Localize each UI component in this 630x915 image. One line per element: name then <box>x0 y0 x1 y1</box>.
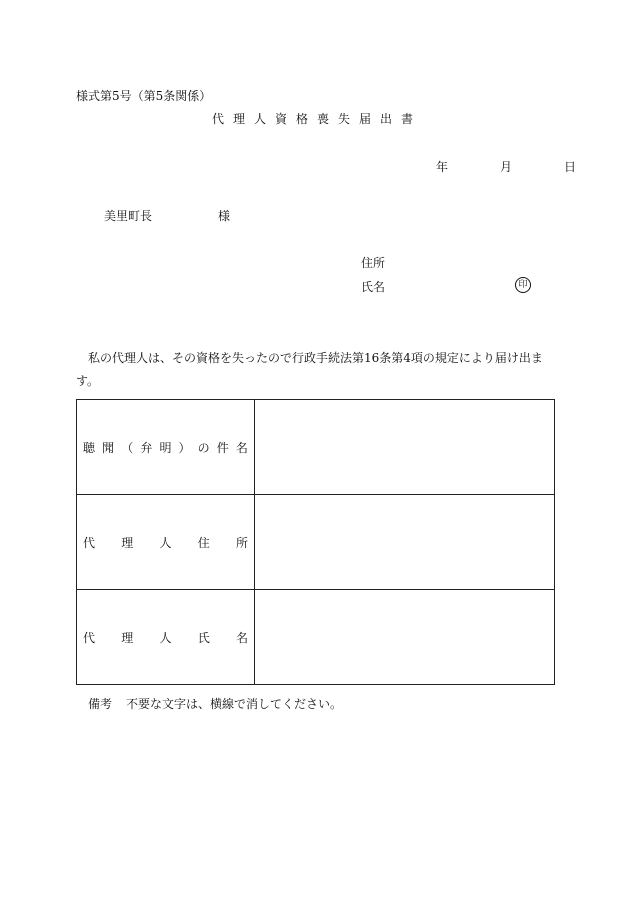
label-char: の <box>197 440 210 455</box>
addressee <box>104 207 230 224</box>
label-char: 聞 <box>102 440 115 455</box>
label-char: 明 <box>159 440 172 455</box>
applicant-address-label: 住所 <box>361 256 386 270</box>
label-char: ） <box>178 440 191 455</box>
label-char: 理 <box>121 630 134 645</box>
label-char: 人 <box>159 535 172 550</box>
row-value-agent-name[interactable] <box>255 590 555 685</box>
label-char: 理 <box>121 535 134 550</box>
row-value-agent-address[interactable] <box>255 495 555 590</box>
label-char: 所 <box>235 535 248 550</box>
spread-label <box>83 629 248 646</box>
form-number: 様式第5号（第5条関係） <box>76 89 212 103</box>
remarks-label: 備考 <box>88 697 113 711</box>
date-month-label: 月 <box>500 160 513 174</box>
row-label-hearing-subject <box>77 400 255 495</box>
row-value-hearing-subject[interactable] <box>255 400 555 495</box>
declaration-text: 私の代理人は、その資格を失ったので行政手続法第16条第4項の規定により届け出ます。 <box>76 351 543 388</box>
label-char: 弁 <box>140 440 153 455</box>
spread-label <box>83 439 248 456</box>
remarks-text: 不要な文字は、横線で消してください。 <box>126 697 343 711</box>
date-line <box>436 158 576 175</box>
addressee-name: 美里町長 <box>104 209 153 223</box>
addressee-honorific: 様 <box>218 209 231 223</box>
label-char: 聴 <box>83 440 96 455</box>
applicant-name-label: 氏名 <box>361 280 386 294</box>
label-char: 名 <box>235 440 248 455</box>
spread-label <box>83 534 248 551</box>
row-label-agent-name <box>77 590 255 685</box>
label-char: 住 <box>197 535 210 550</box>
table-row <box>77 495 555 590</box>
label-char: 代 <box>83 630 96 645</box>
table-row <box>77 590 555 685</box>
table-row <box>77 400 555 495</box>
label-char: （ <box>121 440 134 455</box>
date-day-label: 日 <box>564 160 577 174</box>
date-year-label: 年 <box>436 160 449 174</box>
label-char: 人 <box>159 630 172 645</box>
remarks <box>88 695 342 712</box>
row-label-agent-address <box>77 495 255 590</box>
details-table <box>76 399 555 685</box>
seal-mark-icon: 印 <box>515 277 531 293</box>
document-title: 代理人資格喪失届出書 <box>211 112 422 126</box>
label-char: 名 <box>235 630 248 645</box>
label-char: 氏 <box>197 630 210 645</box>
label-char: 件 <box>216 440 229 455</box>
label-char: 代 <box>83 535 96 550</box>
